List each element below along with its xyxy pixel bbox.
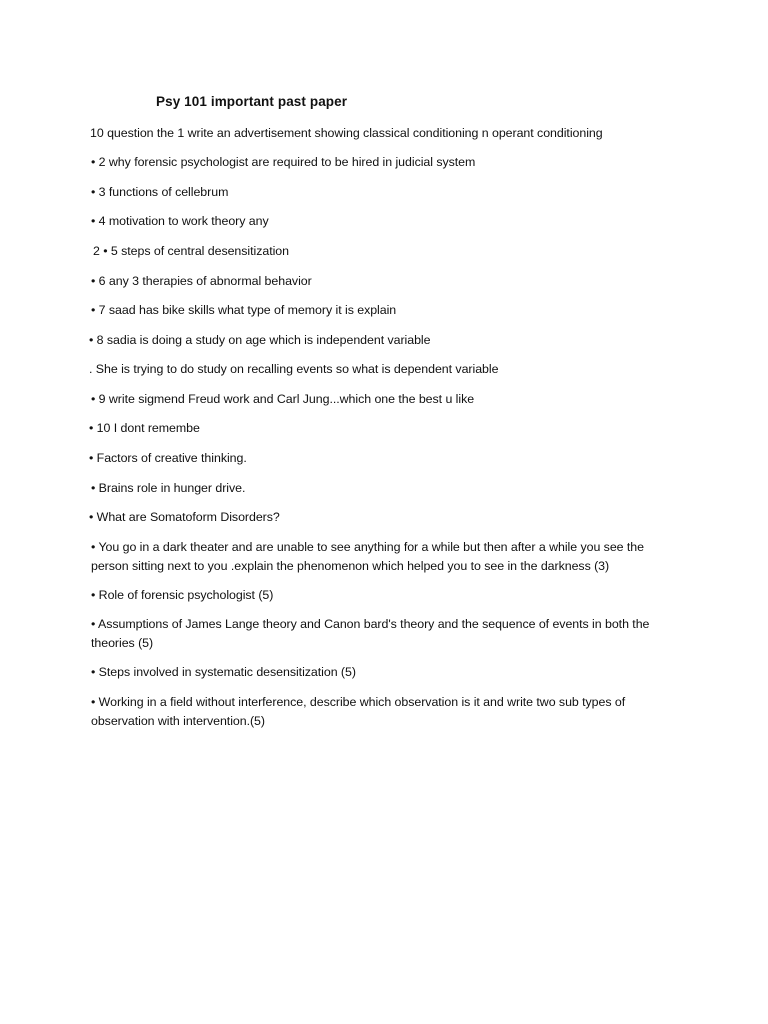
question-line-14: • What are Somatoform Disorders?: [89, 510, 280, 524]
question-line-2: • 2 why forensic psychologist are required to be hired in judicial system: [91, 155, 476, 169]
question-line-15: • You go in a dark theater and are unable to see anything for a while but then after a while you see the person sitting next to you .explain the phenomenon which helped you to see in the darkness (3): [91, 540, 644, 573]
question-line-17: • Assumptions of James Lange theory and Canon bard's theory and the sequence of events in both the theories (5): [91, 617, 650, 650]
question-line-10: • 9 write sigmend Freud work and Carl Jung...which one the best u like: [91, 392, 475, 406]
question-line-3: • 3 functions of cellebrum: [91, 185, 229, 199]
question-line-19: • Working in a field without interference, describe which observation is it and write two sub types of observation with intervention.(5): [91, 695, 626, 728]
question-line-1: 10 question the 1 write an advertisement showing classical conditioning n operant conditioning: [90, 126, 603, 140]
question-line-16: • Role of forensic psychologist (5): [91, 588, 274, 602]
question-line-13: • Brains role in hunger drive.: [91, 481, 246, 495]
question-line-18: • Steps involved in systematic desensitization (5): [91, 665, 356, 679]
document-title: Psy 101 important past paper: [156, 94, 348, 109]
question-line-6: • 6 any 3 therapies of abnormal behavior: [91, 274, 312, 288]
question-line-8: • 8 sadia is doing a study on age which is independent variable: [89, 333, 431, 347]
question-line-11: • 10 I dont remembe: [89, 421, 200, 435]
question-line-12: • Factors of creative thinking.: [89, 451, 247, 465]
question-line-9: . She is trying to do study on recalling events so what is dependent variable: [89, 362, 499, 376]
question-line-4: • 4 motivation to work theory any: [91, 214, 269, 228]
question-line-5: 2 • 5 steps of central desensitization: [93, 244, 289, 258]
question-line-7: • 7 saad has bike skills what type of memory it is explain: [91, 303, 397, 317]
